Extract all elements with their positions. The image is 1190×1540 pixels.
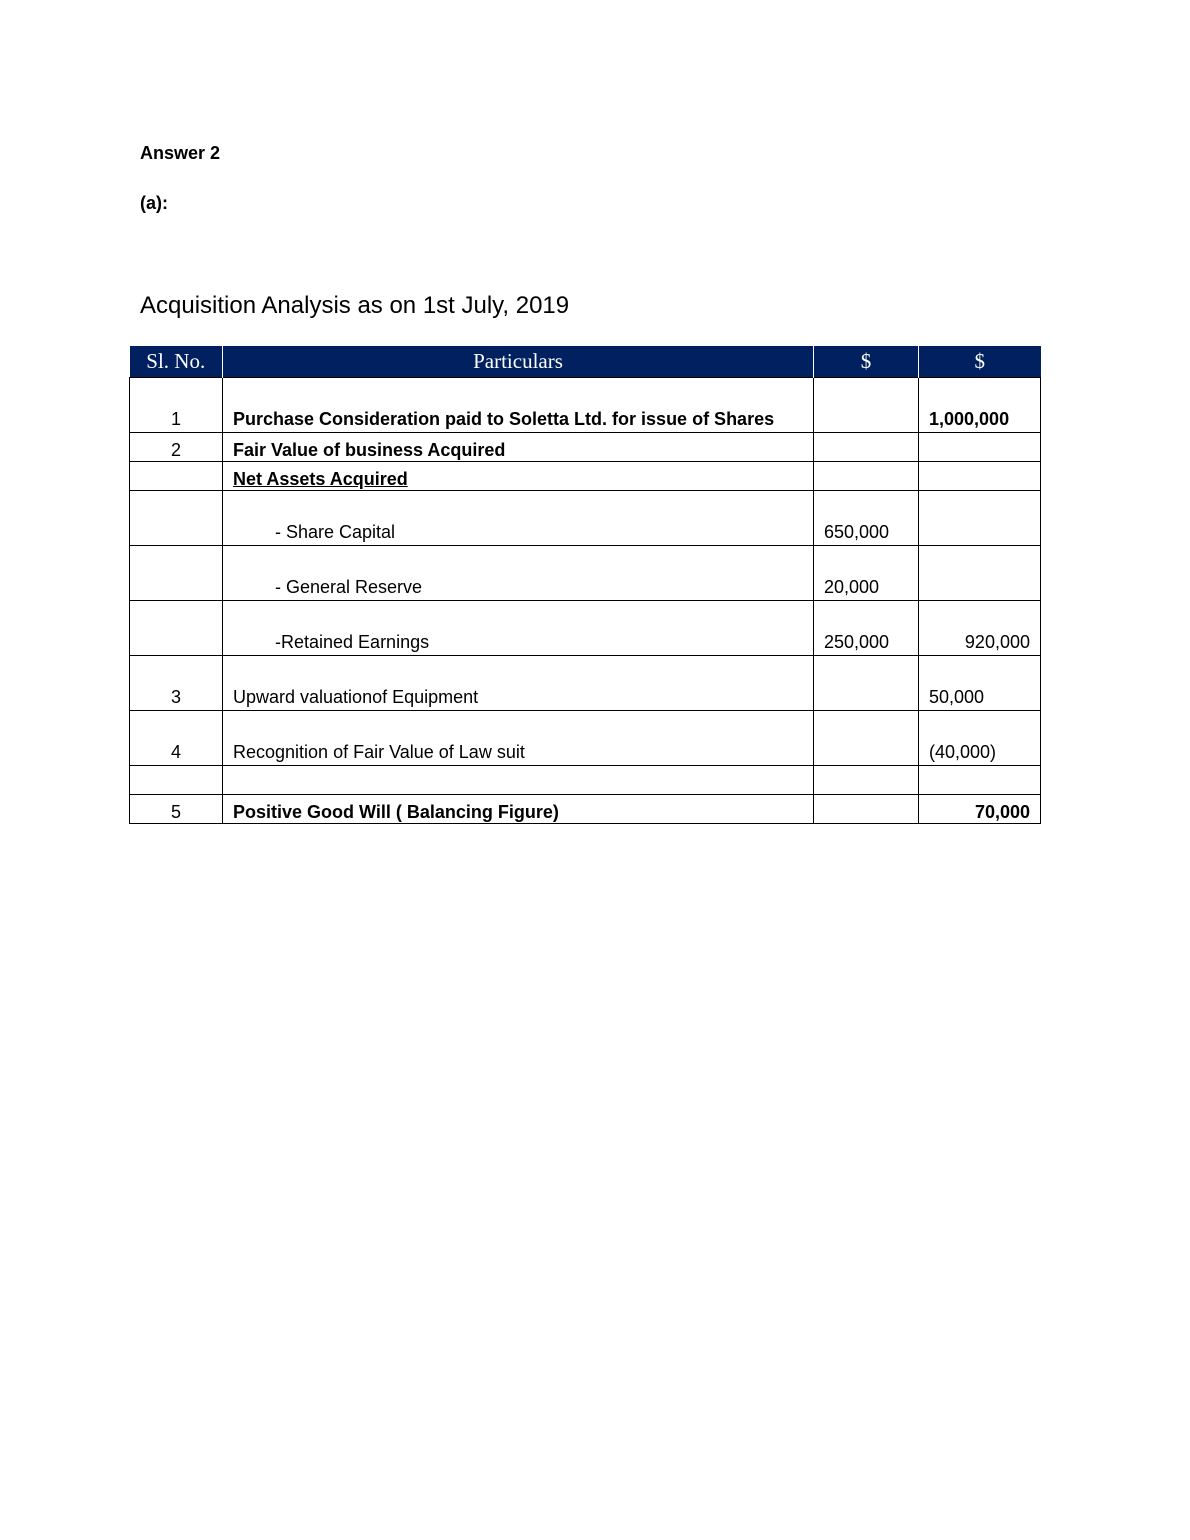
- amount1-cell: [814, 462, 919, 491]
- amount1-cell: [814, 656, 919, 711]
- particulars-cell: Fair Value of business Acquired: [223, 433, 814, 462]
- acquisition-analysis-table: [129, 346, 1041, 824]
- particulars-cell: Recognition of Fair Value of Law suit: [223, 711, 814, 766]
- column-header-amount-2: $: [919, 346, 1041, 378]
- particulars-cell: Positive Good Will ( Balancing Figure): [223, 795, 814, 824]
- sl-no-cell: [130, 546, 223, 601]
- table-row: [130, 795, 1041, 824]
- particulars-cell: - Share Capital: [223, 491, 814, 546]
- amount1-cell: [814, 766, 919, 795]
- amount1-cell: [814, 378, 919, 433]
- amount1-cell: 250,000: [814, 601, 919, 656]
- page-title: Acquisition Analysis as on 1st July, 2019: [140, 292, 570, 319]
- column-header-sl-no: Sl. No.: [130, 346, 223, 378]
- amount2-cell: [919, 491, 1041, 546]
- amount2-cell: [919, 766, 1041, 795]
- amount2-cell: 1,000,000: [919, 378, 1041, 433]
- amount2-cell: [919, 462, 1041, 491]
- amount2-cell: 70,000: [919, 795, 1041, 824]
- table-row: [130, 378, 1041, 433]
- part-label: (a):: [140, 193, 168, 213]
- sl-no-cell: [130, 462, 223, 491]
- table-row: [130, 656, 1041, 711]
- particulars-cell: Net Assets Acquired: [223, 462, 814, 491]
- table-row: [130, 546, 1041, 601]
- table-row: [130, 766, 1041, 795]
- answer-heading: Answer 2: [140, 143, 221, 163]
- table-row: [130, 433, 1041, 462]
- sl-no-cell: [130, 601, 223, 656]
- table-row: [130, 601, 1041, 656]
- amount1-cell: [814, 433, 919, 462]
- table-header-row: [130, 346, 1041, 378]
- amount1-cell: 650,000: [814, 491, 919, 546]
- amount1-cell: [814, 795, 919, 824]
- sl-no-cell: 4: [130, 711, 223, 766]
- amount2-cell: 920,000: [919, 601, 1041, 656]
- table-row: [130, 711, 1041, 766]
- particulars-cell: Purchase Consideration paid to Soletta Ltd. for issue of Shares: [223, 378, 814, 433]
- sl-no-cell: [130, 491, 223, 546]
- amount1-cell: 20,000: [814, 546, 919, 601]
- particulars-cell: Upward valuationof Equipment: [223, 656, 814, 711]
- particulars-cell: [223, 766, 814, 795]
- sl-no-cell: 3: [130, 656, 223, 711]
- amount2-cell: (40,000): [919, 711, 1041, 766]
- table-row: [130, 462, 1041, 491]
- particulars-cell: -Retained Earnings: [223, 601, 814, 656]
- amount2-cell: [919, 433, 1041, 462]
- sl-no-cell: 2: [130, 433, 223, 462]
- sl-no-cell: [130, 766, 223, 795]
- amount2-cell: 50,000: [919, 656, 1041, 711]
- amount2-cell: [919, 546, 1041, 601]
- column-header-amount-1: $: [814, 346, 919, 378]
- column-header-particulars: Particulars: [223, 346, 814, 378]
- sl-no-cell: 1: [130, 378, 223, 433]
- table-row: [130, 491, 1041, 546]
- particulars-cell: - General Reserve: [223, 546, 814, 601]
- sl-no-cell: 5: [130, 795, 223, 824]
- amount1-cell: [814, 711, 919, 766]
